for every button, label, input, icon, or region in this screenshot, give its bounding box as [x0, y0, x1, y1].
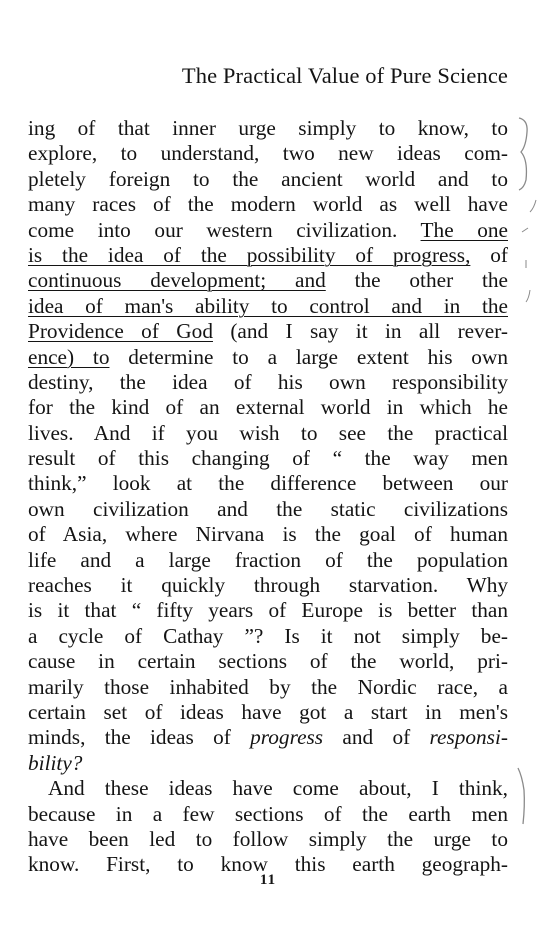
page-number: 11: [259, 872, 277, 888]
text-line: lives. And if you wish to see the practical: [28, 420, 508, 445]
italic-term: progress: [250, 725, 324, 750]
paragraph-end-line: [28, 751, 508, 776]
text-line: minds, the ideas of progress and of responsi-: [28, 725, 508, 750]
text-line: know. First, to know this earth geograph-: [28, 852, 508, 877]
paragraph-start-line: And these ideas have come about, I think,: [48, 776, 508, 801]
text-line: result of this changing of “ the way men: [28, 446, 508, 471]
pencil-underline-span: The one: [420, 217, 508, 242]
text-line: continuous development; and the other the: [28, 268, 508, 293]
italic-term: bility?: [28, 750, 83, 775]
text-line: Providence of God (and I say it in all rever-: [28, 319, 508, 344]
text-line: [28, 294, 508, 319]
text-line: many races of the modern world as well have: [28, 192, 508, 217]
text-line: is it that “ fifty years of Europe is better than: [28, 598, 508, 623]
margin-tick-mark: [530, 200, 536, 212]
pencil-underline-span: continuous development; and: [28, 268, 326, 293]
text-line: own civilization and the static civilizations: [28, 496, 508, 521]
text-line: pletely foreign to the ancient world and to: [28, 166, 508, 191]
text-line: reaches it quickly through starvation. Why: [28, 573, 508, 598]
margin-line-mark: [518, 768, 524, 824]
italic-term: responsi-: [429, 725, 508, 750]
text-line: life and a large fraction of the population: [28, 547, 508, 572]
pencil-underline-span: is the idea of the possibility of progress,: [28, 242, 471, 267]
text-line: a cycle of Cathay ”? Is it not simply be-: [28, 623, 508, 648]
margin-tick-mark: [522, 228, 528, 232]
text-line: explore, to understand, two new ideas com-: [28, 141, 508, 166]
text-line: ence) to determine to a large extent his own: [28, 344, 508, 369]
text-line: of Asia, where Nirvana is the goal of human: [28, 522, 508, 547]
text-line: destiny, the idea of his own responsibility: [28, 369, 508, 394]
text-line: because in a few sections of the earth men: [28, 801, 508, 826]
text-line: marily those inhabited by the Nordic race, a: [28, 674, 508, 699]
text-line: certain set of ideas have got a start in men's: [28, 699, 508, 724]
pencil-underline-span: ence) to: [28, 344, 110, 369]
running-head: The Practical Value of Pure Science: [181, 63, 508, 88]
body-text: [28, 116, 508, 878]
text-line: for the kind of an external world in which he: [28, 395, 508, 420]
text-line: come into our western civilization. The one: [28, 217, 508, 242]
pencil-underline-span: idea of man's ability to control and in the: [28, 293, 508, 318]
pencil-underline-span: Providence of God: [28, 319, 213, 344]
text-line: ing of that inner urge simply to know, to: [28, 116, 508, 140]
text-line: have been led to follow simply the urge to: [28, 826, 508, 851]
text-line: is the idea of the possibility of progress, of: [28, 242, 508, 267]
margin-bracket-mark: [519, 118, 527, 190]
text-line: cause in certain sections of the world, pri-: [28, 649, 508, 674]
text-line: think,” look at the difference between our: [28, 471, 508, 496]
margin-tick-mark: [526, 290, 530, 302]
